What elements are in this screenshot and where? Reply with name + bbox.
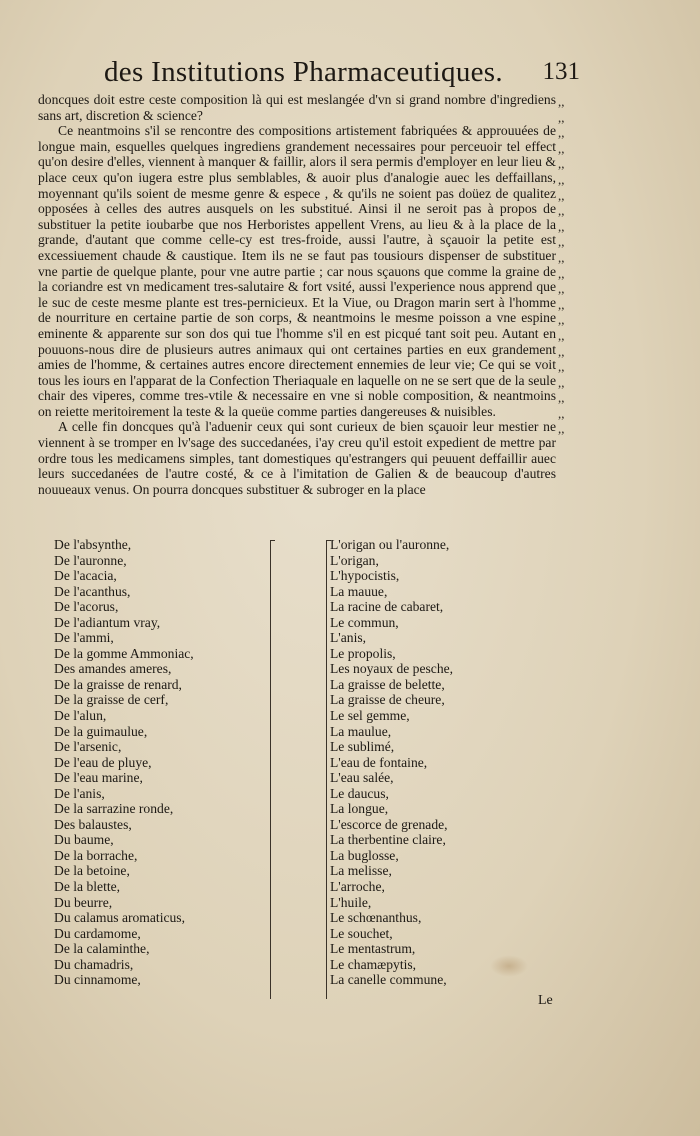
succedanee-item: La racine de cabaret, [330, 599, 444, 615]
page-header [80, 56, 580, 92]
succedanee-item: L'arroche, [330, 879, 385, 895]
simple-item: De la graisse de cerf, [54, 692, 169, 708]
succedanee-item: Le commun, [330, 614, 399, 630]
succedanee-item: Le daucus, [330, 785, 389, 801]
succedanee-item: Le sublimé, [330, 739, 395, 755]
succedanee-item: L'origan ou l'auronne, [330, 537, 450, 552]
succedanee-item: Le sel gemme, [330, 708, 410, 724]
quote-mark: ,, [558, 125, 565, 141]
quote-mark: ,, [558, 296, 565, 312]
succedanee-item: L'hypocistis, [330, 568, 400, 584]
catchword: Le [538, 993, 553, 1008]
succedanee-item: Le mentastrum, [330, 941, 416, 957]
body-text [38, 92, 556, 497]
succedanee-item: L'huile, [330, 894, 372, 910]
simple-item: De l'eau de pluye, [54, 754, 152, 770]
quote-mark: ,, [558, 343, 565, 359]
quote-mark: ,, [558, 281, 565, 297]
quote-mark: ,, [558, 359, 565, 375]
succedanee-item: Le schœnanthus, [330, 910, 422, 926]
simple-item: Des amandes ameres, [54, 661, 172, 677]
quote-mark: ,, [558, 171, 565, 187]
quote-mark: ,, [558, 249, 565, 265]
succedanee-item: L'escorce de grenade, [330, 816, 448, 832]
succedanee-item: La maulue, [330, 723, 392, 739]
running-title: des Institutions Pharmaceutiques. [104, 56, 503, 88]
simple-item: De la sarrazine ronde, [54, 801, 174, 817]
simple-item: Du baume, [54, 832, 114, 848]
paragraph-succedanees: A celle fin doncques qu'à l'aduenir ceux qui sont curieux de bien sçauoir leur mestier ne viennent à se tromper en lv'sage des succedanées, i'ay creu qu'il estoit expedient de mettre par ordre tous les medicamens simples, tant domestiques qu'estrangers qui peuuent deffaillir auec leurs succedanées de l'autre costé, & ce à l'imitation de Galien & de beaucoup d'autres nouueaux venus. On pourra doncques substituer & subroger en la place [38, 419, 556, 497]
simple-item: De l'absynthe, [54, 537, 132, 552]
succedanee-item: L'anis, [330, 630, 367, 646]
quote-mark: ,, [558, 203, 565, 219]
simple-item: De la graisse de renard, [54, 676, 182, 692]
succedanee-item: Le souchet, [330, 925, 393, 941]
quote-mark: ,, [558, 218, 565, 234]
succedanee-item: La longue, [330, 801, 389, 817]
succedanee-item: La buglosse, [330, 847, 399, 863]
simple-item: Du cinnamome, [54, 972, 141, 988]
simples-list [54, 537, 274, 988]
simple-item: De la gomme Ammoniac, [54, 645, 194, 661]
simple-item: De l'alun, [54, 708, 107, 724]
show-through-text [520, 530, 690, 1000]
succedanee-item: Le propolis, [330, 645, 396, 661]
quote-mark: ,, [558, 265, 565, 281]
simple-item: Du chamadris, [54, 956, 134, 972]
succedanee-item: La graisse de cheure, [330, 692, 445, 708]
simple-item: De la guimaulue, [54, 723, 148, 739]
left-bracket [270, 540, 275, 999]
paragraph-continued: doncques doit estre ceste composition là qui est meslangée d'vn si grand nombre d'ingrediens sans art, discretion & science? [38, 92, 556, 123]
simple-item: De l'adiantum vray, [54, 614, 161, 630]
simple-item: De la betoine, [54, 863, 130, 879]
quote-mark: ,, [558, 374, 565, 390]
simple-item: De la borrache, [54, 847, 138, 863]
succedanee-item: Le chamæpytis, [330, 956, 417, 972]
quote-mark: ,, [558, 234, 565, 250]
simple-item: De l'ammi, [54, 630, 114, 646]
simple-item: Du cardamome, [54, 925, 141, 941]
quote-mark: ,, [558, 327, 565, 343]
simple-item: De l'acacia, [54, 568, 117, 584]
succedanee-item: La canelle commune, [330, 972, 447, 988]
quote-mark: ,, [558, 405, 565, 421]
succedanee-item: Les noyaux de pesche, [330, 661, 454, 677]
simple-item: De l'acorus, [54, 599, 119, 615]
page-number: 131 [542, 58, 580, 85]
simple-item: De l'arsenic, [54, 739, 122, 755]
succedanee-item: La mauue, [330, 583, 388, 599]
quote-mark: ,, [558, 312, 565, 328]
succedanee-item: La melisse, [330, 863, 392, 879]
quote-mark: ,, [558, 187, 565, 203]
simple-item: Du calamus aromaticus, [54, 910, 185, 926]
succedanee-item: L'eau de fontaine, [330, 754, 428, 770]
quote-mark: ,, [558, 109, 565, 125]
simple-item: De la calaminthe, [54, 941, 150, 957]
margin-quote-marks [558, 94, 578, 437]
quote-mark: ,, [558, 421, 565, 437]
simple-item: De l'acanthus, [54, 583, 131, 599]
simple-item: Des balaustes, [54, 816, 132, 832]
quote-mark: ,, [558, 156, 565, 172]
simple-item: De l'eau marine, [54, 770, 143, 786]
simple-item: De l'auronne, [54, 552, 127, 568]
simple-item: De l'anis, [54, 785, 105, 801]
succedanee-item: La therbentine claire, [330, 832, 446, 848]
succedanee-item: L'eau salée, [330, 770, 394, 786]
quote-mark: ,, [558, 390, 565, 406]
succedanee-item: L'origan, [330, 552, 379, 568]
succedanees-list [330, 537, 530, 988]
quote-mark: ,, [558, 140, 565, 156]
quote-mark: ,, [558, 94, 565, 109]
simple-item: De la blette, [54, 879, 121, 895]
simple-item: Du beurre, [54, 894, 113, 910]
paragraph-substitutions: Ce neantmoins s'il se rencontre des compositions artistement fabriquées & approuuées de longue main, esquelles quelques ingrediens grandement necessaires pour perceuoir tel effect qu'on desire d'elles, viennent à manquer & faillir, alors il sera permis d'employer en leur lieu & place ceux qu'on iugera estre plus semblables, & auoir plus d'analogie auec les deffaillans, moyennant qu'ils soient de mesme genre & espece , & qu'ils ne soient pas doüez de qualitez opposées à celles des autres ausquels on les substitué. Ainsi il ne seroit pas à propos de substituer la petite ioubarbe que nos Herboristes appellent Vrens, au lieu & à la place de la grande, d'autant que comme celle-cy est tres-froide, aussi l'autre, à sçauoir la petite est excessiuement chaude & caustique. Item ils ne se faut pas tousiours dispenser de substituer vne partie de quelque plante, pour vne autre partie ; car nous sçauons que comme la graine de la coriandre est vn medicament tres-salutaire & fort vsité, aussi l'experience nous apprend que le suc de ceste mesme plante est tres-pernicieux. Et la Viue, ou Dragon marin sert à l'homme de nourriture en certaine partie de son corps, & neantmoins le mesme poisson a vne espine eminente & apparente sur son dos qui tue l'homme s'il en est picqué tant soit peu. Autant en pouuons-nous dire de plusieurs autres animaux qui ont certaines parties en eux grandement amies de l'homme, & certaines autres encore directement ennemies de leur vie; Ce qui se voit tous les iours en l'apparat de la Confection Theriaquale en laquelle on ne se sert que de la seule chair des viperes, comme tres-vtile & necessaire en vne si noble composition, & neantmoins on reiette meritoirement la teste & la queüe comme parties dangereuses & nuisibles. [38, 123, 556, 419]
succedanee-item: La graisse de belette, [330, 676, 445, 692]
